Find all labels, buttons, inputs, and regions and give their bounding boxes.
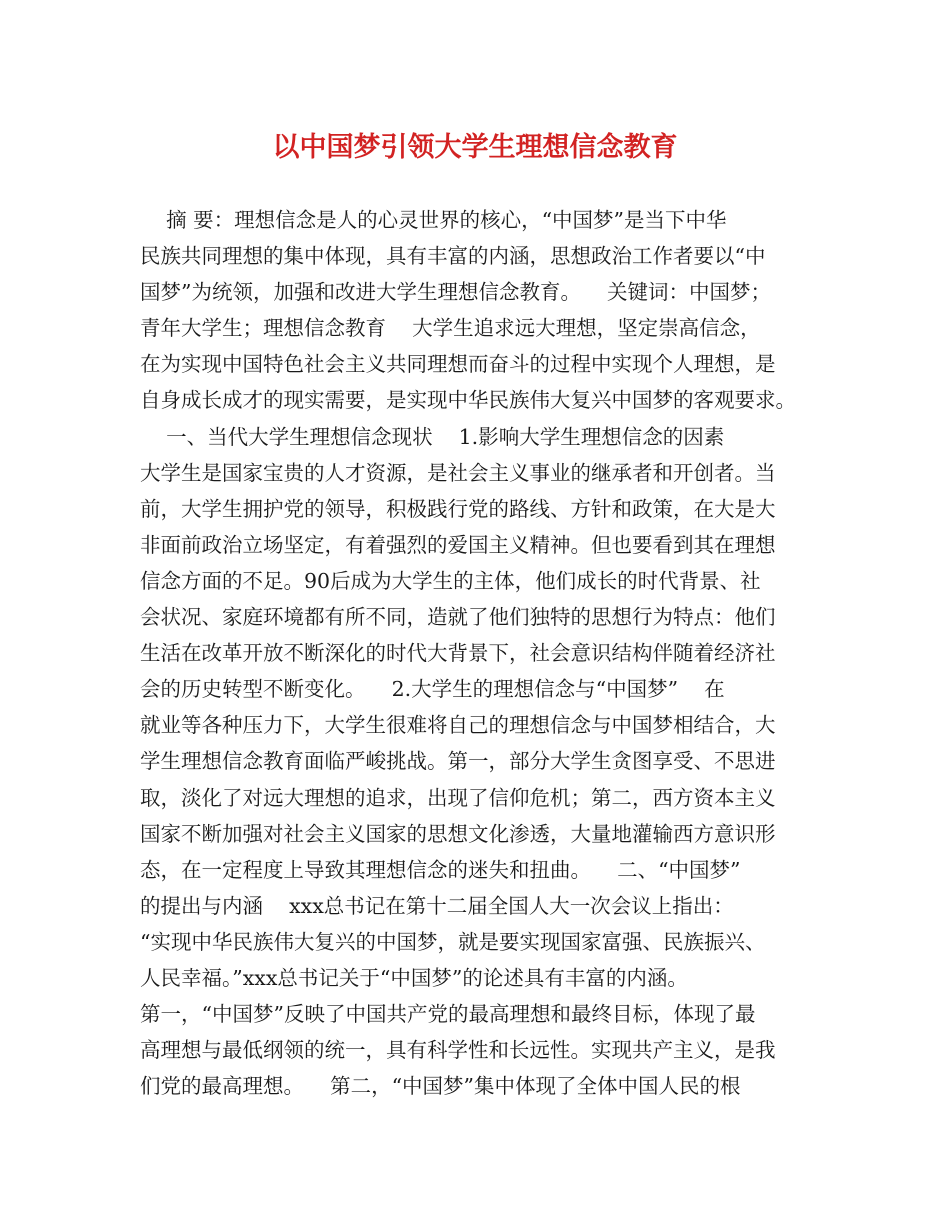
- body-line: 会的历史转型不断变化。 2.大学生的理想信念与“中国梦” 在: [140, 677, 725, 702]
- body-line: 们党的最高理想。 第二，“中国梦”集中体现了全体中国人民的根: [140, 1074, 741, 1099]
- body-line: 第一，“中国梦”反映了中国共产党的最高理想和最终目标，体现了最: [140, 1002, 756, 1027]
- body-line: 态，在一定程度上导致其理想信念的迷失和扭曲。 二、“中国梦”: [140, 857, 741, 882]
- body-line: 会状况、家庭环境都有所不同，造就了他们独特的思想行为特点：他们: [140, 605, 776, 630]
- body-line: 学生理想信念教育面临严峻挑战。第一，部分大学生贪图享受、不思进: [140, 749, 776, 774]
- body-line: 高理想与最低纲领的统一，具有科学性和长远性。实现共产主义，是我: [140, 1038, 776, 1063]
- document-body: [140, 202, 820, 1104]
- body-line: 信念方面的不足。90后成为大学生的主体，他们成长的时代背景、社: [140, 568, 761, 593]
- body-line: 国家不断加强对社会主义国家的思想文化渗透，大量地灌输西方意识形: [140, 821, 776, 846]
- body-line: 青年大学生；理想信念教育 大学生追求远大理想，坚定崇高信念，: [140, 316, 761, 341]
- body-line: 取，淡化了对远大理想的追求，出现了信仰危机；第二，西方资本主义: [140, 785, 776, 810]
- body-line: 前，大学生拥护党的领导，积极践行党的路线、方针和政策，在大是大: [140, 496, 776, 521]
- body-line: 大学生是国家宝贵的人才资源，是社会主义事业的继承者和开创者。当: [140, 460, 776, 485]
- body-line: 的提出与内涵 xxx总书记在第十二届全国人大一次会议上指出：: [140, 893, 734, 918]
- body-line: 自身成长成才的现实需要，是实现中华民族伟大复兴中国梦的客观要求。: [140, 388, 796, 413]
- body-line: 摘 要：理想信念是人的心灵世界的核心，“中国梦”是当下中华: [140, 208, 727, 232]
- body-line: 国梦”为统领，加强和改进大学生理想信念教育。 关键词：中国梦；: [140, 280, 772, 305]
- document-title: 以中国梦引领大学生理想信念教育: [272, 132, 678, 163]
- body-line: 就业等各种压力下，大学生很难将自己的理想信念与中国梦相结合，大: [140, 713, 776, 738]
- body-line: 在为实现中国特色社会主义共同理想而奋斗的过程中实现个人理想，是: [140, 352, 776, 377]
- body-line: 生活在改革开放不断深化的时代大背景下，社会意识结构伴随着经济社: [140, 641, 776, 666]
- body-line: “实现中华民族伟大复兴的中国梦，就是要实现国家富强、民族振兴、: [140, 929, 766, 954]
- body-line: 人民幸福。”xxx总书记关于“中国梦”的论述具有丰富的内涵。: [140, 965, 688, 990]
- body-line: 非面前政治立场坚定，有着强烈的爱国主义精神。但也要看到其在理想: [140, 532, 776, 557]
- body-line: 一、当代大学生理想信念现状 1.影响大学生理想信念的因素: [140, 424, 725, 449]
- body-line: 民族共同理想的集中体现，具有丰富的内涵，思想政治工作者要以“中: [140, 244, 766, 269]
